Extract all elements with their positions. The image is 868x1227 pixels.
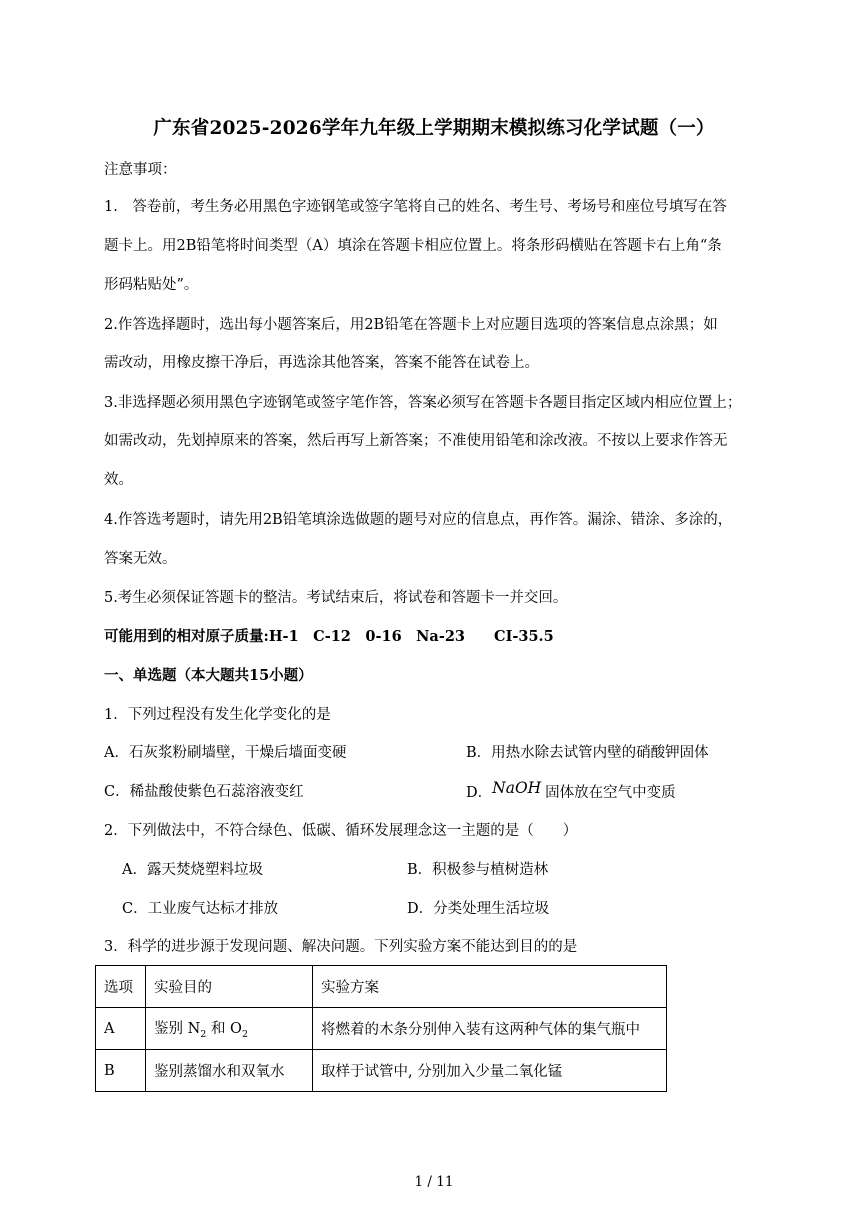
question-1-option-a: A．石灰浆粉刷墙壁，干燥后墙面变硬: [104, 745, 347, 761]
table-row: [96, 1008, 667, 1050]
option-d-prefix: D．: [466, 785, 493, 801]
subscript: 2: [241, 1028, 248, 1040]
table-cell-option: B: [96, 1050, 146, 1092]
question-1-option-b: B．用热水除去试管内壁的硝酸钾固体: [466, 745, 709, 761]
table-header-purpose: 实验目的: [146, 966, 313, 1008]
question-1-option-c: C．稀盐酸使紫色石蕊溶液变红: [104, 784, 304, 800]
table-cell-option: A: [96, 1008, 146, 1050]
question-2-option-a: A．露天焚烧塑料垃圾: [122, 862, 263, 878]
notice-heading: 注意事项：: [104, 162, 177, 178]
table-cell-purpose: [146, 1008, 313, 1050]
question-2-option-b: B．积极参与植树造林: [407, 862, 549, 878]
option-d-text: 固体放在空气中变质: [545, 785, 676, 801]
table-header-plan: 实验方案: [313, 966, 667, 1008]
notice-item-5: 5.考生必须保证答题卡的整洁。考试结束后，将试卷和答题卡一并交回。: [104, 590, 568, 606]
notice-item-2-line-2: 需改动，用橡皮擦干净后，再选涂其他答案，答案不能答在试卷上。: [104, 355, 539, 371]
notice-item-2-line-1: 2.作答选择题时，选出每小题答案后，用2B铅笔在答题卡上对应题目选项的答案信息点涂黑；如: [104, 317, 718, 333]
table-row: [96, 1050, 667, 1092]
atomic-mass-line: 可能用到的相对原子质量:H-1 C-12 0-16 Na-23 CI-35.5: [104, 628, 554, 645]
table-cell-purpose: 鉴别蒸馏水和双氧水: [146, 1050, 313, 1092]
question-1-option-d: [466, 779, 676, 803]
notice-item-4-line-1: 4.作答选考题时，请先用2B铅笔填涂选做题的题号对应的信息点，再作答。漏涂、错涂、多涂的，: [104, 512, 733, 528]
purpose-text: 鉴别 N: [154, 1021, 201, 1038]
notice-item-1-line-3: 形码粘贴处”。: [104, 277, 199, 293]
experiment-table: [95, 965, 667, 1092]
question-2-stem: 2．下列做法中，不符合绿色、低碳、循环发展理念这一主题的是（ ）: [104, 823, 578, 839]
page-title: 广东省2025-2026学年九年级上学期期末模拟练习化学试题（一）: [153, 118, 715, 139]
table-cell-plan: 取样于试管中, 分别加入少量二氧化锰: [313, 1050, 667, 1092]
table-cell-plan: 将燃着的木条分别伸入装有这两种气体的集气瓶中: [313, 1008, 667, 1050]
question-3-stem: 3．科学的进步源于发现问题、解决问题。下列实验方案不能达到目的的是: [104, 939, 578, 955]
naoh-formula: NaOH: [492, 779, 542, 797]
question-1-stem: 1．下列过程没有发生化学变化的是: [104, 707, 331, 723]
question-2-option-c: C．工业废气达标才排放: [122, 901, 279, 917]
subscript: 2: [200, 1028, 207, 1040]
notice-item-3-line-3: 效。: [104, 472, 133, 488]
table-header-option: 选项: [96, 966, 146, 1008]
section-heading: 一、单选题（本大题共15小题）: [104, 667, 313, 684]
notice-item-3-line-1: 3.非选择题必须用黑色字迹钢笔或签字笔作答，答案必须写在答题卡各题目指定区域内相应位置上；: [104, 395, 742, 411]
question-2-option-d: D．分类处理生活垃圾: [407, 901, 550, 917]
table-header-row: [96, 966, 667, 1008]
notice-item-1-line-1: 1. 答卷前，考生务必用黑色字迹钢笔或签字笔将自己的姓名、考生号、考场号和座位号填写在答: [104, 199, 727, 215]
page-number: 1 / 11: [414, 1174, 454, 1190]
notice-item-1-line-2: 题卡上。用2B铅笔将时间类型（A）填涂在答题卡相应位置上。将条形码横贴在答题卡右上角“条: [104, 238, 722, 254]
purpose-text: 和 O: [206, 1021, 242, 1038]
notice-item-4-line-2: 答案无效。: [104, 551, 177, 567]
notice-item-3-line-2: 如需改动，先划掉原来的答案，然后再写上新答案；不准使用铅笔和涂改液。不按以上要求作答无: [104, 433, 728, 449]
